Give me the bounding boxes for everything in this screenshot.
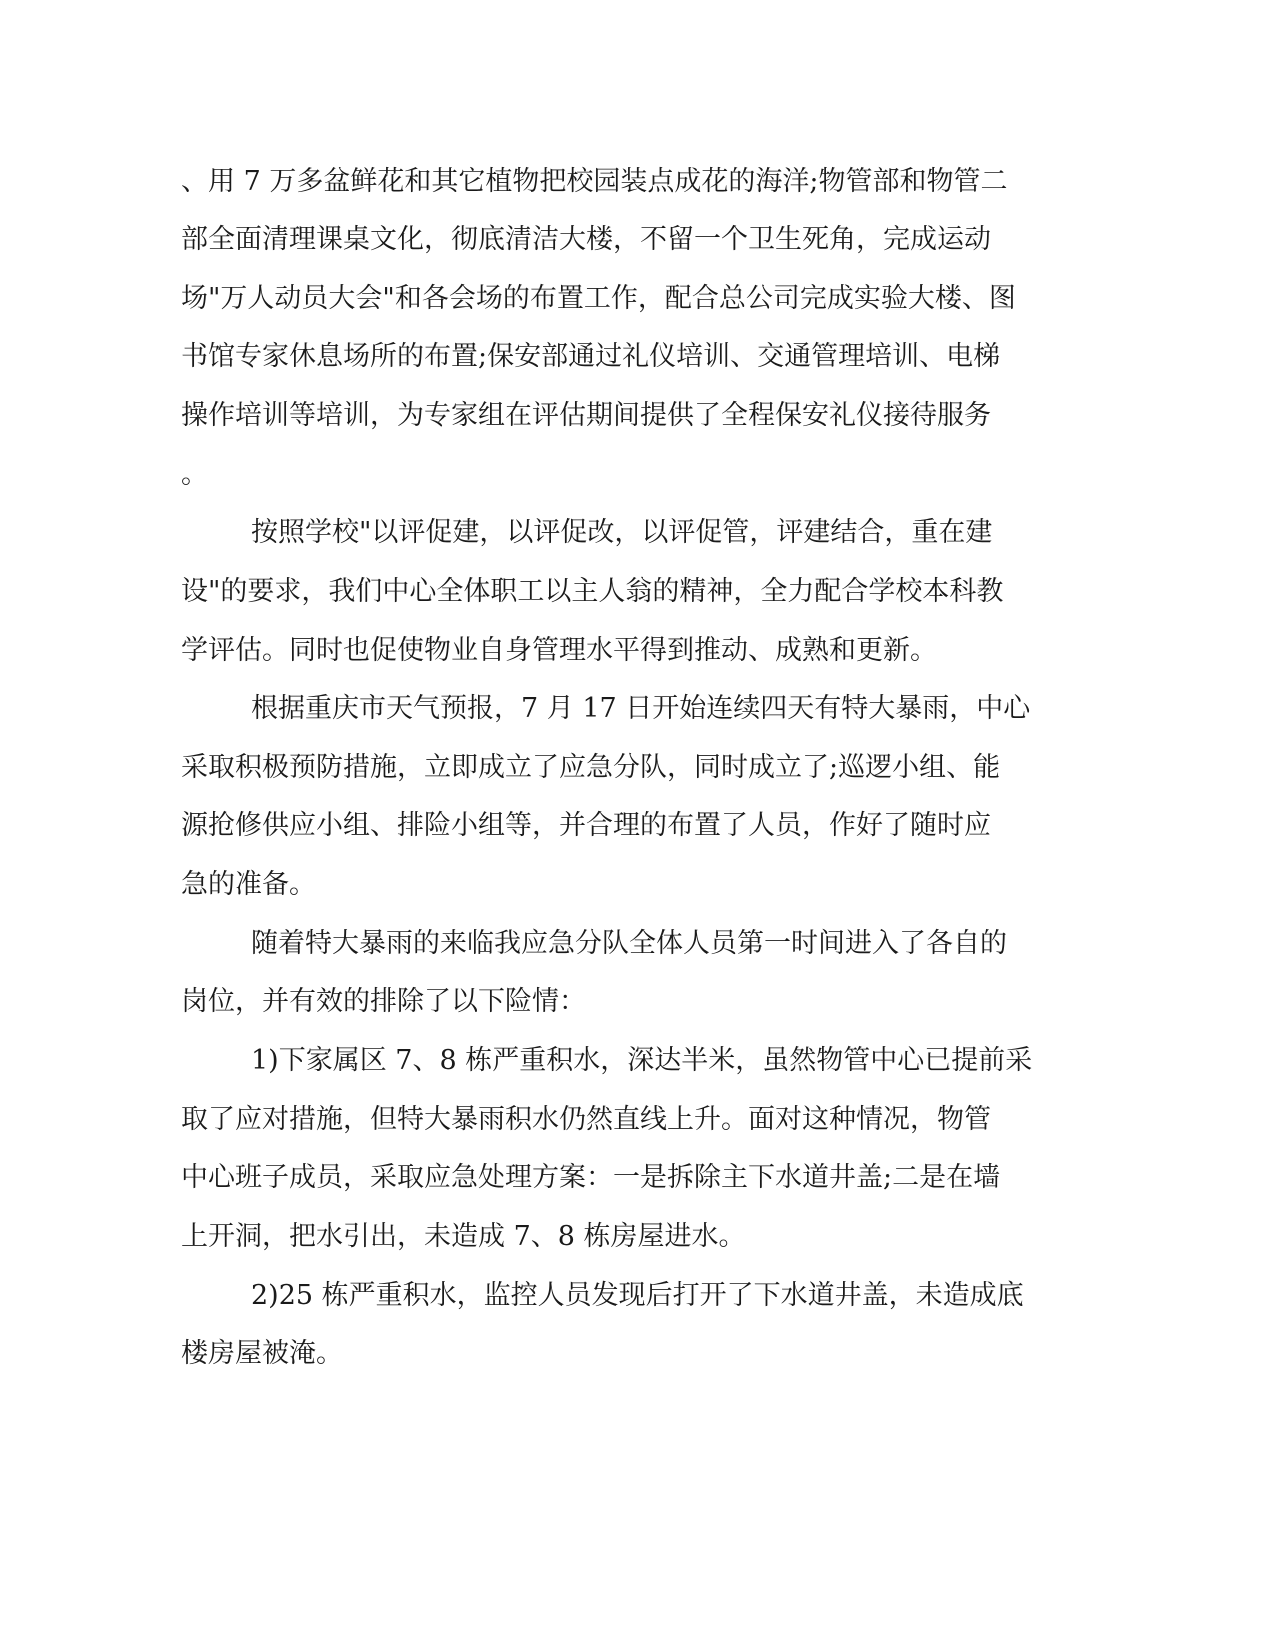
text-line: 。 xyxy=(181,459,208,490)
text-line: 学评估。同时也促使物业自身管理水平得到推动、成熟和更新。 xyxy=(181,635,937,666)
text-line: 操作培训等培训，为专家组在评估期间提供了全程保安礼仪接待服务 xyxy=(181,400,991,431)
text-line: 根据重庆市天气预报，7 月 17 日开始连续四天有特大暴雨，中心 xyxy=(251,693,1031,724)
text-line: 急的准备。 xyxy=(181,869,316,900)
text-line: 设"的要求，我们中心全体职工以主人翁的精神，全力配合学校本科教 xyxy=(181,576,1004,607)
text-line: 、用 7 万多盆鲜花和其它植物把校园装点成花的海洋;物管部和物管二 xyxy=(181,166,1008,197)
text-line: 部全面清理课桌文化，彻底清洁大楼，不留一个卫生死角，完成运动 xyxy=(181,224,991,255)
text-line: 随着特大暴雨的来临我应急分队全体人员第一时间进入了各自的 xyxy=(251,928,1007,959)
text-line: 采取积极预防措施，立即成立了应急分队，同时成立了;巡逻小组、能 xyxy=(181,752,1001,783)
text-line: 中心班子成员，采取应急处理方案：一是拆除主下水道井盖;二是在墙 xyxy=(181,1162,1001,1193)
text-line: 书馆专家休息场所的布置;保安部通过礼仪培训、交通管理培训、电梯 xyxy=(181,341,1001,372)
text-line: 2)25 栋严重积水，监控人员发现后打开了下水道井盖，未造成底 xyxy=(251,1280,1024,1311)
text-line: 1)下家属区 7、8 栋严重积水，深达半米，虽然物管中心已提前采 xyxy=(251,1045,1033,1076)
text-line: 岗位，并有效的排除了以下险情： xyxy=(181,986,586,1017)
text-line: 按照学校"以评促建，以评促改，以评促管，评建结合，重在建 xyxy=(251,517,993,548)
text-line: 楼房屋被淹。 xyxy=(181,1338,343,1369)
text-line: 取了应对措施，但特大暴雨积水仍然直线上升。面对这种情况，物管 xyxy=(181,1104,991,1135)
text-line: 场"万人动员大会"和各会场的布置工作，配合总公司完成实验大楼、图 xyxy=(181,283,1016,314)
text-line: 源抢修供应小组、排险小组等，并合理的布置了人员，作好了随时应 xyxy=(181,810,991,841)
text-line: 上开洞，把水引出，未造成 7、8 栋房屋进水。 xyxy=(181,1221,746,1252)
